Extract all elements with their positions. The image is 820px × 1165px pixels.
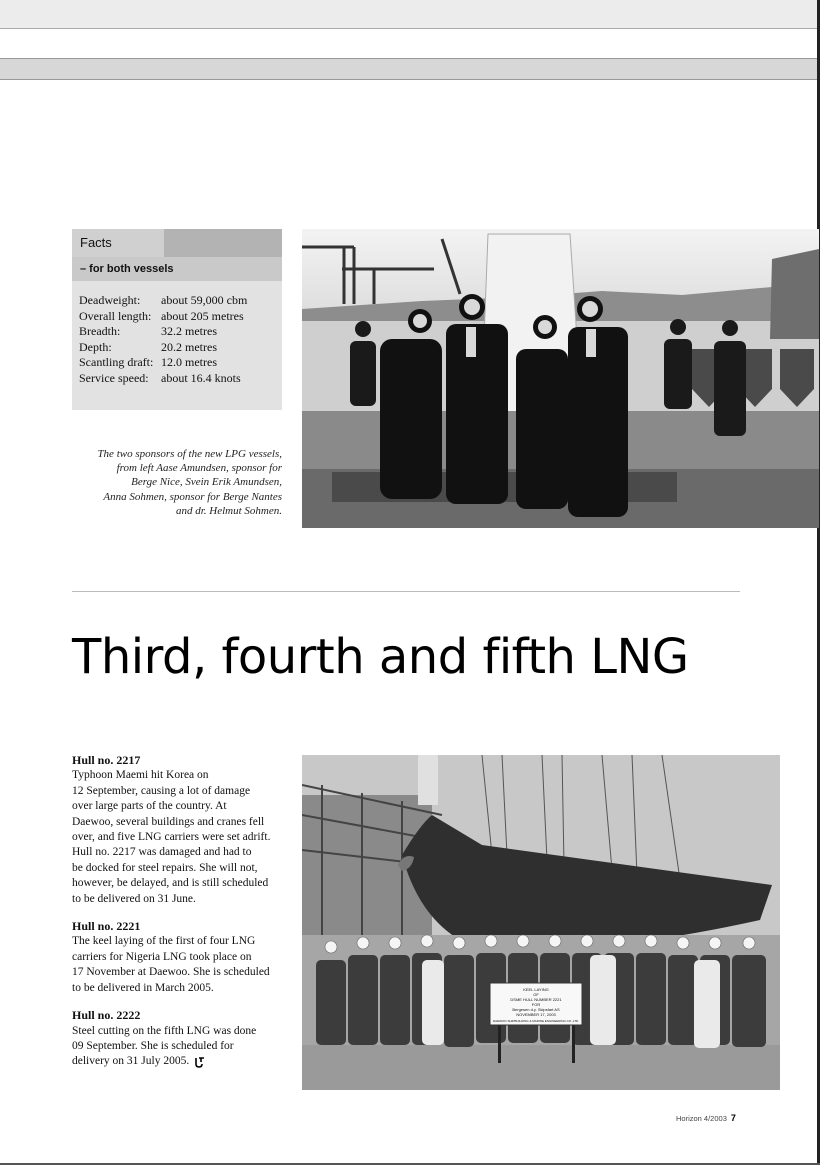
facts-label: Breadth:: [79, 324, 121, 338]
facts-label: Depth:: [79, 339, 112, 354]
section-text: [72, 934, 284, 996]
facts-row: [79, 309, 247, 325]
facts-box: [72, 229, 282, 410]
keel-laying-photo: [302, 755, 780, 1090]
facts-value: about 16.4 knots: [161, 370, 241, 385]
section-text: [72, 768, 284, 907]
text-line: be docked for steel repairs. She will not,: [72, 861, 258, 874]
article-body: [72, 753, 284, 1082]
sign-line: DAEWOO SHIPBUILDING & MARINE ENGINEERING CO.,LTD.: [492, 1019, 580, 1023]
section-title: Hull no. 2217: [72, 753, 141, 767]
text-line: Hull no. 2217 was damaged and had to: [72, 846, 252, 859]
section-title: Hull no. 2222: [72, 1008, 141, 1023]
top-band: [0, 0, 820, 29]
facts-label: Overall length:: [79, 308, 152, 323]
keel-laying-photo-graphic: [302, 755, 780, 1090]
caption-line: and dr. Helmut Sohmen.: [175, 504, 282, 517]
facts-value: about 205 metres: [161, 308, 244, 323]
facts-table: [79, 293, 247, 386]
section-title: Hull no. 2221: [72, 919, 141, 934]
text-line: carriers for Nigeria LNG took place on: [72, 950, 252, 963]
facts-subheading: – for both vessels: [72, 257, 282, 281]
sign-line: OF: [533, 992, 539, 997]
facts-value: about 59,000 cbm: [161, 293, 248, 307]
sponsors-photo-graphic: [302, 229, 819, 528]
section-text: [72, 1024, 284, 1070]
sponsors-photo: [302, 229, 819, 528]
facts-heading: Facts: [72, 229, 164, 257]
text-line: delivery on 31 July 2005.: [72, 1055, 190, 1068]
text-line: 17 November at Daewoo. She is scheduled: [72, 966, 270, 979]
facts-value: 12.0 metres: [161, 355, 217, 369]
section-divider: [72, 591, 740, 592]
end-mark-icon: [193, 1056, 206, 1068]
page-number: 7: [730, 1113, 736, 1123]
article-headline: Third, fourth and fifth LNG: [72, 629, 689, 685]
text-line: Typhoon Maemi hit Korea on: [72, 769, 209, 782]
text-line: 09 September. She is scheduled for: [72, 1039, 234, 1052]
text-line: to be delivered in March 2005.: [72, 981, 214, 994]
sign-line: NOVEMBER 17, 2003: [516, 1012, 556, 1017]
facts-tab-fill: [164, 229, 282, 257]
facts-label: Service speed:: [79, 370, 149, 385]
text-line: over, and five LNG carriers were set adrift.: [72, 831, 271, 844]
text-line: however, be delayed, and is still scheduled: [72, 877, 269, 890]
facts-label: Scantling draft:: [79, 355, 154, 369]
facts-row: [79, 371, 247, 387]
facts-label: Deadweight:: [79, 293, 141, 307]
sign-line: DSME HULL NUMBER 2221: [510, 997, 562, 1002]
caption-line: Anna Sohmen, sponsor for Berge Nantes: [103, 490, 282, 503]
photo-caption: [82, 447, 282, 518]
facts-row: [79, 324, 247, 340]
page-footer: [676, 1113, 736, 1123]
caption-line: Berge Nice, Svein Erik Amundsen,: [131, 476, 282, 489]
facts-value: 32.2 metres: [161, 324, 217, 338]
text-line: over large parts of the country. At: [72, 800, 227, 813]
facts-value: 20.2 metres: [161, 339, 217, 354]
facts-row: [79, 293, 247, 309]
caption-line: The two sponsors of the new LPG vessels,: [97, 448, 282, 460]
caption-line: from left Aase Amundsen, sponsor for: [116, 462, 282, 475]
text-line: The keel laying of the first of four LNG: [72, 935, 256, 948]
facts-row: [79, 355, 247, 371]
publication-name: Horizon 4/2003: [676, 1114, 727, 1123]
header-band: [0, 58, 820, 80]
sign-line: KEEL LAYING: [523, 987, 549, 992]
text-line: 12 September, causing a lot of damage: [72, 784, 251, 797]
sign-line: Bergesen d.y. Skipsfart AS: [512, 1007, 560, 1012]
sign-line: FOR: [531, 1002, 541, 1007]
text-line: to be delivered on 31 June.: [72, 892, 196, 905]
facts-row: [79, 340, 247, 356]
text-line: Steel cutting on the fifth LNG was done: [72, 1024, 257, 1037]
text-line: Daewoo, several buildings and cranes fell: [72, 815, 265, 828]
